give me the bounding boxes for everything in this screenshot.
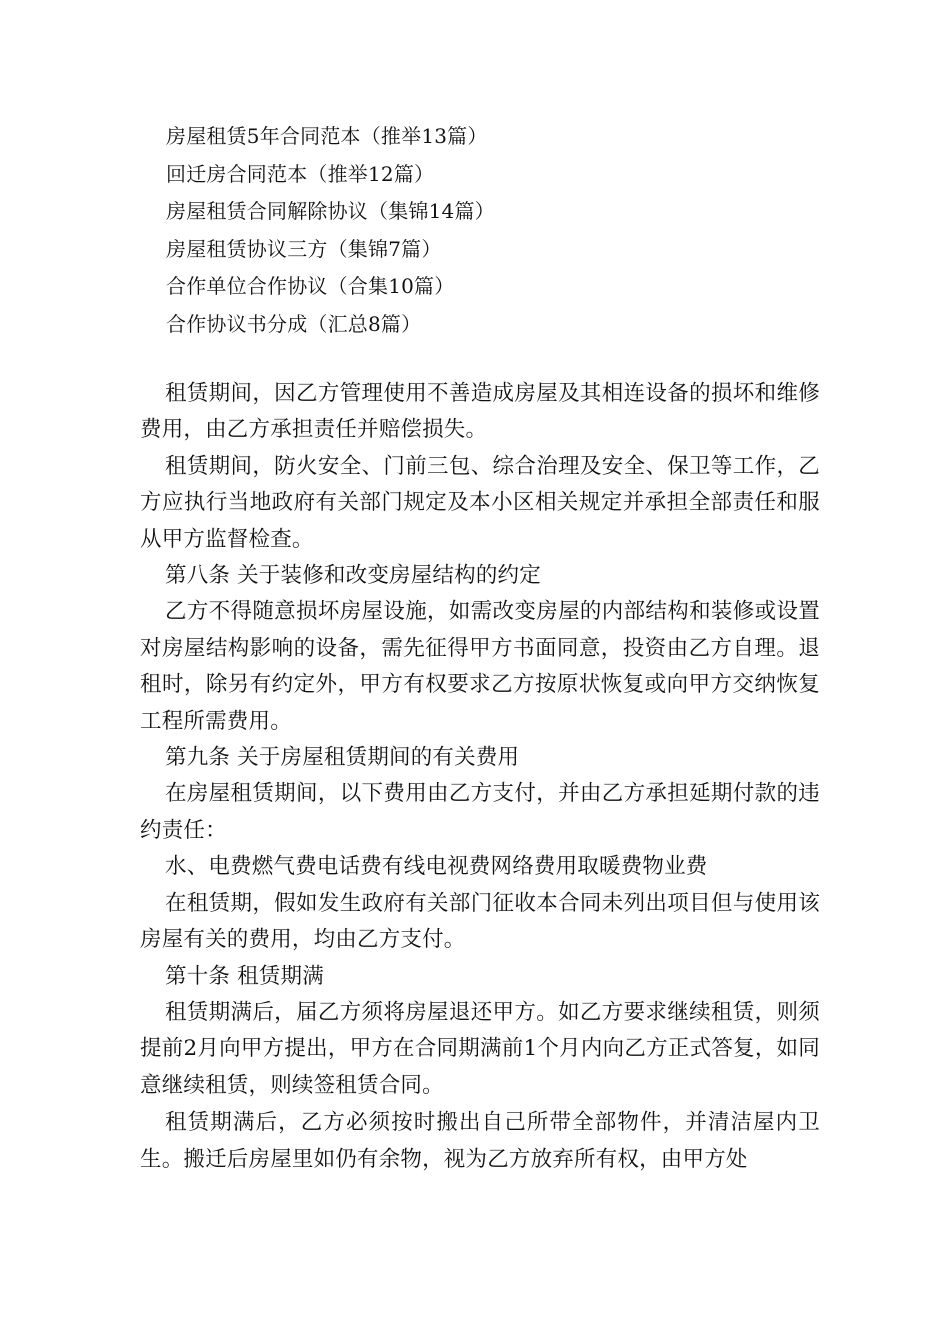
paragraph: 在房屋租赁期间，以下费用由乙方支付，并由乙方承担延期付款的违约责任： bbox=[140, 781, 820, 843]
paragraph: 在租赁期，假如发生政府有关部门征收本合同未列出项目但与使用该房屋有关的费用，均由乙方支付。 bbox=[140, 890, 820, 953]
related-article-link[interactable]: 回迁房合同范本（推举12篇） bbox=[166, 161, 435, 186]
related-article-link[interactable]: 房屋租赁5年合同范本（推举13篇） bbox=[166, 124, 488, 148]
section-heading: 第九条 关于房屋租赁期间的有关费用 bbox=[165, 745, 520, 771]
section-heading: 第八条 关于装修和改变房屋结构的约定 bbox=[165, 563, 541, 589]
related-articles-list bbox=[166, 118, 495, 344]
related-article-link[interactable]: 合作协议书分成（汇总8篇） bbox=[166, 311, 422, 336]
related-article-link[interactable]: 合作单位合作协议（合集10篇） bbox=[166, 274, 455, 299]
section-heading: 第十条 租赁期满 bbox=[165, 963, 324, 989]
paragraph: 租赁期满后，乙方必须按时搬出自己所带全部物件，并清洁屋内卫生。搬迁后房屋里如仍有余物，视为乙方放弃所有权，由甲方处 bbox=[140, 1110, 820, 1172]
paragraph: 租赁期间，防火安全、门前三包、综合治理及安全、保卫等工作，乙方应执行当地政府有关部门规定及本小区相关规定并承担全部责任和服从甲方监督检查。 bbox=[140, 453, 820, 552]
paragraph: 乙方不得随意损坏房屋设施，如需改变房屋的内部结构和装修或设置对房屋结构影响的设备，需先征得甲方书面同意，投资由乙方自理。退租时，除另有约定外，甲方有权要求乙方按原状恢复或向甲方交纳恢复工程所需费用。 bbox=[140, 599, 820, 734]
related-article-link[interactable]: 房屋租赁合同解除协议（集锦14篇） bbox=[166, 199, 495, 224]
paragraph: 水、电费燃气费电话费有线电视费网络费用取暖费物业费 bbox=[165, 854, 708, 880]
paragraph: 租赁期满后，届乙方须将房屋退还甲方。如乙方要求继续租赁，则须提前2月向甲方提出，甲方在合同期满前1个月内向乙方正式答复，如同意继续租赁，则续签租赁合同。 bbox=[140, 999, 820, 1098]
related-article-link[interactable]: 房屋租赁协议三方（集锦7篇） bbox=[166, 236, 442, 261]
paragraph: 租赁期间，因乙方管理使用不善造成房屋及其相连设备的损坏和维修费用，由乙方承担责任并赔偿损失。 bbox=[140, 381, 820, 443]
contract-body bbox=[140, 376, 820, 1178]
